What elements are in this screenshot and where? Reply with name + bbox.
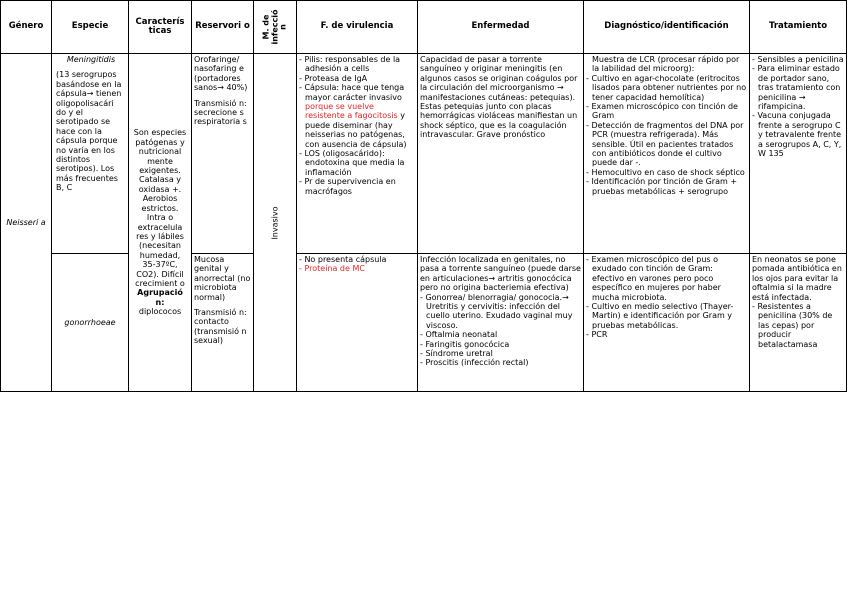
virulencia-m-item3-a: Cápsula: hace que tenga mayor carácter invasivo (304, 83, 405, 102)
header-enfermedad: Enfermedad (418, 1, 584, 54)
reservorio-gonorrhoeae-2: Transmisió n: contacto (transmisió n sexual) (194, 308, 247, 346)
tratamiento-m-item3: - Vacuna conjugada frente a serogrupo C y tetravalente frente a serogrupos A, C, Y, W 135 (752, 111, 844, 158)
diagnostico-m-item5: - Identificación por tinción de Gram + pruebas metabólicas + serogrupo (586, 177, 747, 196)
row-meningitidis (1, 54, 847, 254)
virulencia-m-item3 (299, 83, 415, 149)
reservorio-gonorrhoeae-1: Mucosa genital y anorrectal (no microbiota normal) (194, 255, 251, 302)
header-virulencia: F. de virulencia (297, 1, 418, 54)
header-especie: Especie (52, 1, 129, 54)
tratamiento-m-item1: - Sensibles a penicilina (752, 55, 844, 64)
reservorio-gonorrhoeae (192, 254, 254, 392)
genero-cell: Neisseri a (1, 54, 52, 392)
reservorio-meningitidis-2: Transmisió n: secrecione s respiratoria s (194, 98, 247, 127)
diagnostico-m-item1: - Cultivo en agar-chocolate (eritrocitos lisados para obtener nutrientes por no tener capacidad hemolítica) (586, 74, 747, 102)
header-genero: Género (1, 1, 52, 54)
caracteristicas-cell (129, 54, 192, 392)
header-mecanismo-line3: n (278, 24, 288, 30)
virulencia-g-item2: - Proteína de MC (299, 264, 415, 273)
diagnostico-g-item3: - PCR (586, 330, 747, 339)
header-mecanismo (254, 1, 297, 54)
agrupacion-label: Agrupació n: (137, 288, 183, 307)
diagnostico-m-item0: Muestra de LCR (procesar rápido por la labilidad del microorg): (592, 55, 740, 74)
header-caracteristicas: Caracterís ticas (129, 1, 192, 54)
enfermedad-m-2: Estas petequias junto con placas hemorrágicas violáceas manifiestan un shock séptico, que es la coagulación intravascular. Grave pronóstico (420, 102, 578, 140)
virulencia-m-item3-red: porque se vuelve resistente a fagocitosis (305, 102, 398, 121)
mecanismo-text: Invasivo (270, 205, 280, 240)
header-mecanismo-text (262, 9, 288, 44)
header-row (1, 1, 847, 54)
enfermedad-g-item5: - Proscitis (infección rectal) (420, 358, 581, 367)
enfermedad-g-item2: - Oftalmia neonatal (420, 330, 581, 339)
tratamiento-g-item1: - Resistentes a penicilina (30% de las cepas) por producir betalactamasa (752, 302, 844, 349)
virulencia-m-item5: - Pr de supervivencia en macrófagos (299, 177, 415, 196)
especie-meningitidis (52, 54, 129, 254)
header-reservorio: Reservori o (192, 1, 254, 54)
tratamiento-meningitidis (750, 54, 847, 254)
virulencia-meningitidis (297, 54, 418, 254)
diagnostico-g-item1: - Examen microscópico del pus o exudado con tinción de Gram: efectivo en varones pero poco específico en mujeres por haber mucha microbiota. (586, 255, 747, 302)
diagnostico-g-item2: - Cultivo en medio selectivo (Thayer-Martin) e identificación por Gram y pruebas metabólicas. (586, 302, 747, 330)
header-tratamiento: Tratamiento (750, 1, 847, 54)
header-diagnostico: Diagnóstico/identificación (584, 1, 750, 54)
especie-meningitidis-name: Meningitidis (66, 55, 116, 64)
header-mecanismo-line2: infecció (269, 9, 279, 45)
virulencia-m-item4: - LOS (oligosacárido): endotoxina que media la inflamación (299, 149, 415, 177)
reservorio-meningitidis-1: Orofaringe/ nasofaring e (portadores sanos→ 40%) (194, 55, 248, 93)
row-gonorrhoeae (1, 254, 847, 392)
enfermedad-meningitidis (418, 54, 584, 254)
virulencia-m-item3-b: y puede diseminar (hay neisserias no patógenas, con ausencia de cápsula) (305, 111, 407, 149)
virulencia-gonorrhoeae (297, 254, 418, 392)
tratamiento-m-item2: - Para eliminar estado de portador sano, tras tratamiento con penicilina → rifampicina. (752, 64, 844, 111)
especie-gonorrhoeae: gonorrhoeae (52, 254, 129, 392)
virulencia-g-item1: - No presenta cápsula (299, 255, 415, 264)
tratamiento-g-intro: En neonatos se pone pomada antibiótica en los ojos para evitar la oftalmia si la madre está infectada. (752, 255, 842, 302)
enfermedad-g-item1: - Gonorrea/ blenorragia/ gonococia.→ Uretritis y cervivitis: infección del cuello uterino. Exudado vaginal muy viscoso. (420, 293, 581, 331)
especie-meningitidis-desc: (13 serogrupos basándose en la cápsula→ tienen oligopolisacári do y el serotipado se hace con la cápsula porque no varía en los distintos serotipos). Los más frecuentes B, C (56, 70, 122, 193)
caracteristicas-text: Son especies patógenas y nutricional mente exigentes. Catalasa y oxidasa +. Aerobios estrictos. Intra o extracelula res y lábiles (necesitan humedad, 35-37ºC, CO2). Difícil crecimient o (133, 128, 187, 288)
enfermedad-g-item3: - Faringitis gonocócica (420, 340, 581, 349)
enfermedad-g-intro: Infección localizada en genitales, no pasa a torrente sanguíneo (puede darse en articulaciones→ artritis gonocócica pero no origina bacteriemia efectiva) (420, 255, 581, 293)
enfermedad-g-item4: - Síndrome uretral (420, 349, 581, 358)
virulencia-m-item2: - Proteasa de IgA (299, 74, 415, 83)
diagnostico-gonorrhoeae (584, 254, 750, 392)
mecanismo-cell (254, 54, 297, 392)
diagnostico-m-item2: - Examen microscópico con tinción de Gram (586, 102, 747, 121)
diagnostico-m-item3: - Detección de fragmentos del DNA por PCR (muestra refrigerada). Más sensible. Útil en pacientes tratados con antibióticos donde el cultivo puede dar -. (586, 121, 747, 168)
header-mecanismo-line1: M. de (261, 14, 271, 40)
enfermedad-m-1: Capacidad de pasar a torrente sanguíneo y originar meningitis (en algunos casos se originan coágulos por la circulación del microorganismo → manifestaciones cutáneas: petequias). (420, 55, 578, 102)
reservorio-meningitidis (192, 54, 254, 254)
virulencia-m-item1: - Pilis: responsables de la adhesión a cells (299, 55, 415, 74)
enfermedad-gonorrhoeae (418, 254, 584, 392)
diagnostico-meningitidis (584, 54, 750, 254)
agrupacion-value: diplococos (138, 307, 182, 317)
diagnostico-m-item4: - Hemocultivo en caso de shock séptico (586, 168, 747, 177)
tratamiento-gonorrhoeae (750, 254, 847, 392)
